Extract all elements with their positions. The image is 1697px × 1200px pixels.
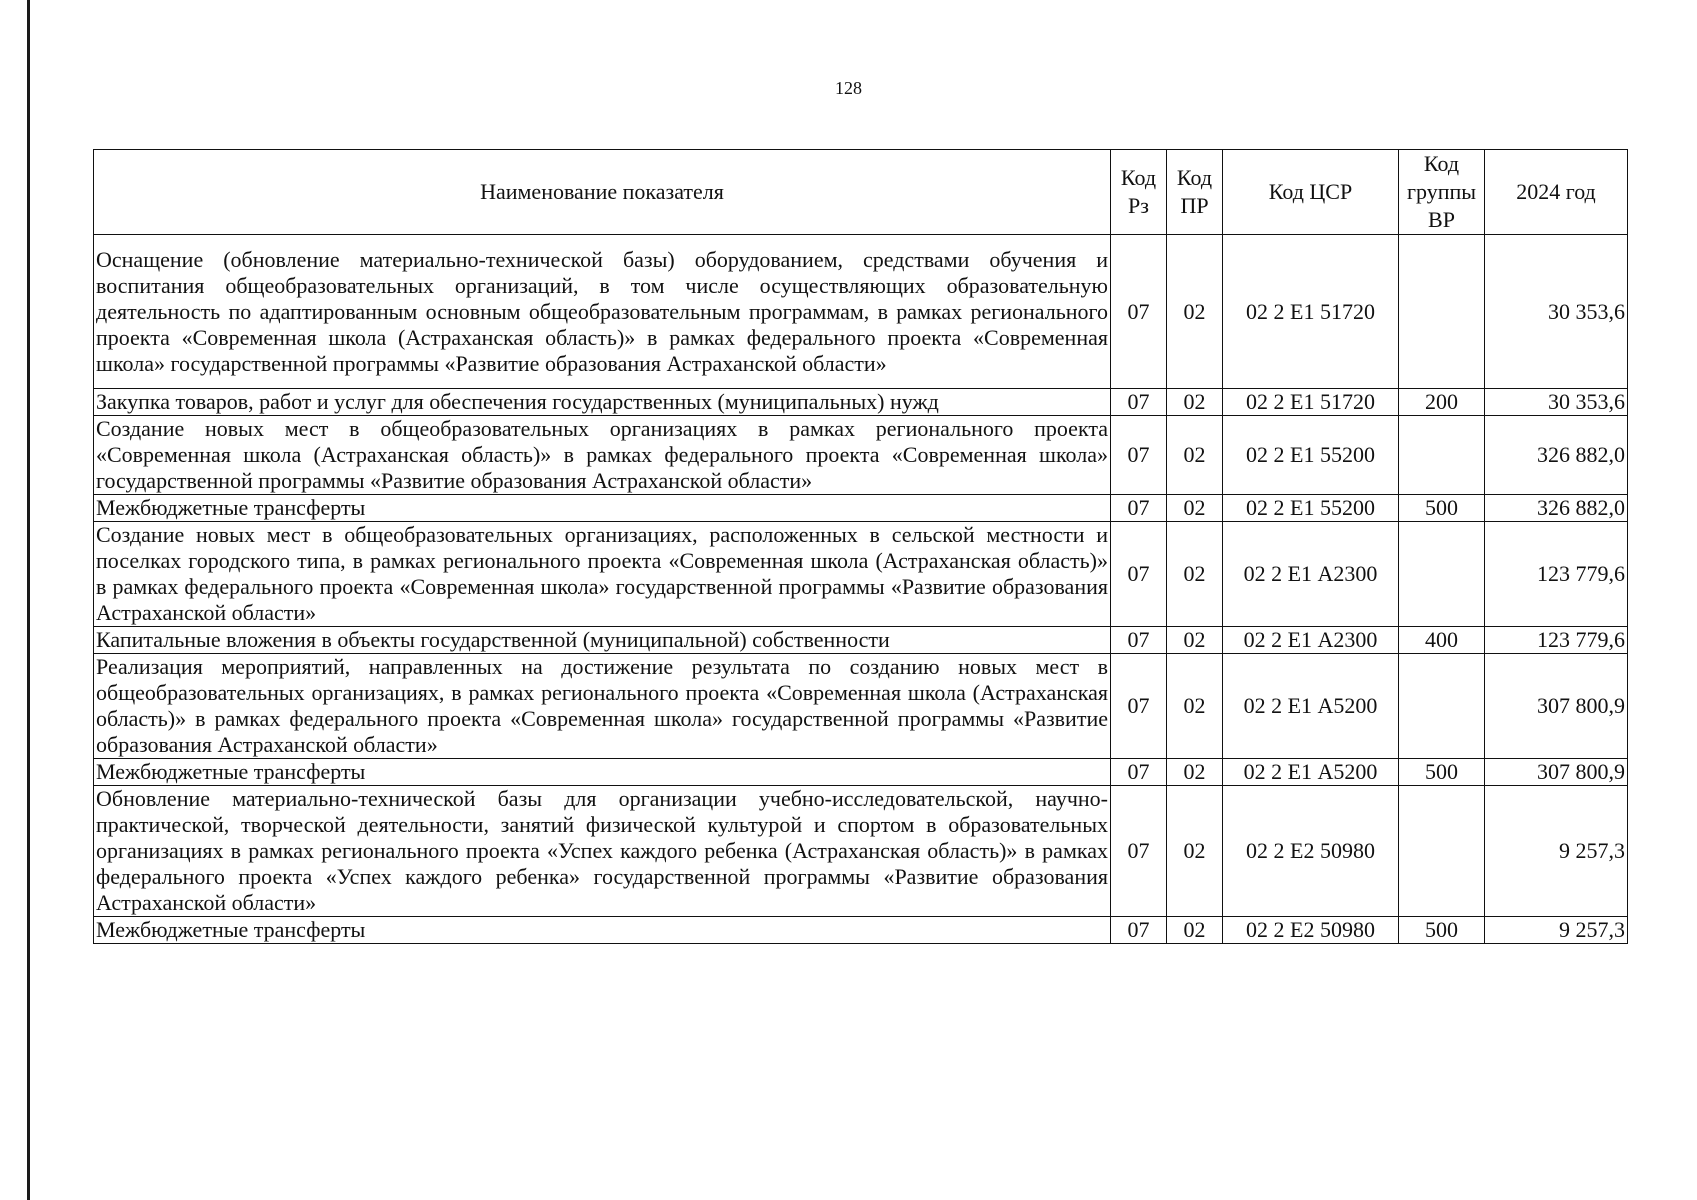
header-year: 2024 год <box>1485 150 1628 235</box>
budget-table <box>93 149 1628 944</box>
row-pr: 02 <box>1167 389 1223 416</box>
row-csr: 02 2 Е1 А5200 <box>1223 759 1399 786</box>
row-name: Создание новых мест в общеобразовательных организациях в рамках регионального проекта «Современная школа (Астраханская область)» в рамках федерального проекта «Современная школа» государственной программы «Развитие образования Астраханской области» <box>94 416 1111 495</box>
table-row <box>94 654 1628 759</box>
row-csr: 02 2 Е2 50980 <box>1223 786 1399 917</box>
row-csr: 02 2 Е1 51720 <box>1223 389 1399 416</box>
table-row <box>94 235 1628 389</box>
row-name: Капитальные вложения в объекты государственной (муниципальной) собственности <box>94 627 1111 654</box>
row-amount: 9 257,3 <box>1485 786 1628 917</box>
row-csr: 02 2 Е2 50980 <box>1223 917 1399 944</box>
header-pr: Код ПР <box>1167 150 1223 235</box>
row-csr: 02 2 Е1 А2300 <box>1223 522 1399 627</box>
table-row <box>94 627 1628 654</box>
row-pr: 02 <box>1167 627 1223 654</box>
row-rz: 07 <box>1111 654 1167 759</box>
row-pr: 02 <box>1167 235 1223 389</box>
row-rz: 07 <box>1111 416 1167 495</box>
row-csr: 02 2 Е1 А2300 <box>1223 627 1399 654</box>
row-pr: 02 <box>1167 654 1223 759</box>
row-amount: 9 257,3 <box>1485 917 1628 944</box>
row-rz: 07 <box>1111 522 1167 627</box>
table-row <box>94 495 1628 522</box>
row-amount: 30 353,6 <box>1485 389 1628 416</box>
row-name: Закупка товаров, работ и услуг для обеспечения государственных (муниципальных) нужд <box>94 389 1111 416</box>
row-amount: 123 779,6 <box>1485 522 1628 627</box>
row-rz: 07 <box>1111 627 1167 654</box>
row-vr: 200 <box>1399 389 1485 416</box>
header-rz: Код Рз <box>1111 150 1167 235</box>
header-vr: Код группы ВР <box>1399 150 1485 235</box>
row-name: Межбюджетные трансферты <box>94 759 1111 786</box>
table-row <box>94 389 1628 416</box>
row-csr: 02 2 Е1 51720 <box>1223 235 1399 389</box>
header-name: Наименование показателя <box>94 150 1111 235</box>
row-csr: 02 2 Е1 55200 <box>1223 416 1399 495</box>
row-vr <box>1399 654 1485 759</box>
row-vr: 500 <box>1399 495 1485 522</box>
row-pr: 02 <box>1167 495 1223 522</box>
row-name: Обновление материально-технической базы для организации учебно-исследовательской, научно-практической, творческой деятельности, занятий физической культурой и спортом в образовательных организациях в рамках регионального проекта «Успех каждого ребенка (Астраханская область)» в рамках федерального проекта «Успех каждого ребенка» государственной программы «Развитие образования Астраханской области» <box>94 786 1111 917</box>
row-vr <box>1399 235 1485 389</box>
row-amount: 123 779,6 <box>1485 627 1628 654</box>
row-rz: 07 <box>1111 235 1167 389</box>
row-name: Межбюджетные трансферты <box>94 917 1111 944</box>
row-vr: 500 <box>1399 917 1485 944</box>
row-csr: 02 2 Е1 55200 <box>1223 495 1399 522</box>
row-name: Оснащение (обновление материально-технической базы) оборудованием, средствами обучения и воспитания общеобразовательных организаций, в том числе осуществляющих образовательную деятельность по адаптированным основным общеобразовательным программам, в рамках регионального проекта «Современная школа (Астраханская область)» в рамках федерального проекта «Современная школа» государственной программы «Развитие образования Астраханской области» <box>94 235 1111 389</box>
table-row <box>94 759 1628 786</box>
row-vr: 500 <box>1399 759 1485 786</box>
row-name: Реализация мероприятий, направленных на достижение результата по созданию новых мест в общеобразовательных организациях, в рамках регионального проекта «Современная школа (Астраханская область)» в рамках федерального проекта «Современная школа» государственной программы «Развитие образования Астраханской области» <box>94 654 1111 759</box>
row-pr: 02 <box>1167 786 1223 917</box>
row-amount: 326 882,0 <box>1485 495 1628 522</box>
header-row <box>94 150 1628 235</box>
row-vr <box>1399 416 1485 495</box>
row-vr <box>1399 786 1485 917</box>
row-vr <box>1399 522 1485 627</box>
table-row <box>94 416 1628 495</box>
row-pr: 02 <box>1167 759 1223 786</box>
row-rz: 07 <box>1111 389 1167 416</box>
page-number: 128 <box>835 78 862 98</box>
binding-line <box>27 0 30 1200</box>
table-header <box>94 150 1628 235</box>
row-csr: 02 2 Е1 А5200 <box>1223 654 1399 759</box>
header-csr: Код ЦСР <box>1223 150 1399 235</box>
row-amount: 30 353,6 <box>1485 235 1628 389</box>
row-amount: 307 800,9 <box>1485 759 1628 786</box>
row-pr: 02 <box>1167 917 1223 944</box>
table-body <box>94 235 1628 944</box>
row-rz: 07 <box>1111 759 1167 786</box>
row-rz: 07 <box>1111 786 1167 917</box>
row-pr: 02 <box>1167 416 1223 495</box>
table-row <box>94 786 1628 917</box>
row-name: Межбюджетные трансферты <box>94 495 1111 522</box>
row-amount: 326 882,0 <box>1485 416 1628 495</box>
table-row <box>94 522 1628 627</box>
row-pr: 02 <box>1167 522 1223 627</box>
row-amount: 307 800,9 <box>1485 654 1628 759</box>
row-rz: 07 <box>1111 917 1167 944</box>
table-row <box>94 917 1628 944</box>
row-name: Создание новых мест в общеобразовательных организациях, расположенных в сельской местности и поселках городского типа, в рамках регионального проекта «Современная школа (Астраханская область)» в рамках федерального проекта «Современная школа» государственной программы «Развитие образования Астраханской области» <box>94 522 1111 627</box>
row-vr: 400 <box>1399 627 1485 654</box>
row-rz: 07 <box>1111 495 1167 522</box>
